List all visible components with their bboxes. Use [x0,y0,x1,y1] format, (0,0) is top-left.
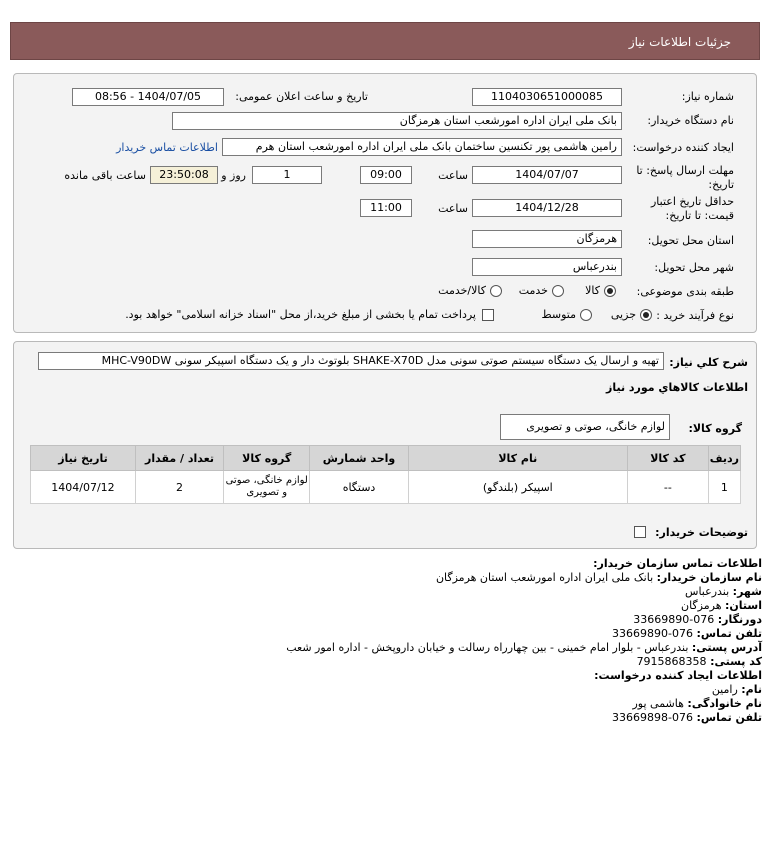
process-label: نوع فرآیند خرید : [656,309,734,322]
need-details-panel [13,341,757,549]
category-goods-service-label: کالا/خدمت [438,284,486,297]
contact-province-label: استان: [725,599,762,612]
city-label: شهر محل تحویل: [654,261,734,274]
contact-province [681,599,762,612]
contact-org-label: نام سازمان خریدار: [656,571,762,584]
col-qty: تعداد / مقدار [135,446,223,471]
validity-time-label: ساعت [438,202,468,215]
creator-name-label: نام: [741,683,762,696]
process-minor-radio[interactable] [640,309,652,321]
validity-label-1: حداقل تاریخ اعتبار [650,195,734,208]
buyer-contact-link[interactable]: اطلاعات تماس خریدار [116,141,218,154]
validity-time-field: 11:00 [360,199,412,217]
creator-phone [612,711,762,724]
deadline-date-field: 1404/07/07 [472,166,622,184]
remaining-time-field: 23:50:08 [150,166,218,184]
goods-table [30,445,741,504]
remaining-label: ساعت باقی مانده [64,169,146,182]
deadline-label-1: مهلت ارسال پاسخ: تا [636,164,734,177]
col-code: کد کالا [627,446,708,471]
contact-phone-value: 076-33669890 [612,627,694,640]
creator-phone-label: تلفن تماس: [696,711,762,724]
category-label: طبقه بندی موضوعی: [636,285,734,298]
contact-city [685,585,762,598]
need-number-label: شماره نیاز: [681,90,734,103]
page-title: جزئیات اطلاعات نیاز [628,35,731,49]
table-header-row [31,446,741,471]
creator-family [632,697,762,710]
need-info-panel [13,73,757,333]
contact-city-value: بندرعباس [685,585,730,598]
category-goods-radio[interactable] [604,285,616,297]
category-goods-service-radio[interactable] [490,285,502,297]
table-row [31,471,741,504]
col-unit: واحد شمارش [310,446,408,471]
city-field: بندرعباس [472,258,622,276]
validity-date-field: 1404/12/28 [472,199,622,217]
creator-family-label: نام خانوادگی: [687,697,762,710]
contact-title: اطلاعات تماس سازمان خریدار: [593,557,762,570]
province-field: هرمزگان [472,230,622,248]
cell-group: لوازم خانگی، صوتی و تصویری [224,471,310,504]
treasury-payment-checkbox[interactable] [482,309,494,321]
cell-date: 1404/07/12 [31,471,136,504]
process-medium-label: متوسط [541,308,576,321]
contact-org [436,571,762,584]
province-label: استان محل تحویل: [647,234,734,247]
need-number-field: 1104030651000085 [472,88,622,106]
contact-postal-label: کد پستی: [710,655,762,668]
deadline-time-field: 09:00 [360,166,412,184]
announce-datetime-field: 1404/07/05 - 08:56 [72,88,224,106]
process-medium-radio[interactable] [580,309,592,321]
remaining-days-field: 1 [252,166,322,184]
contact-postal-value: 7915868358 [636,655,707,668]
cell-name: اسپیکر (بلندگو) [408,471,627,504]
col-row: ردیف [708,446,740,471]
creator-field: رامین هاشمی پور تکنسین ساختمان بانک ملی ایران اداره امورشعب استان هرم [222,138,622,156]
deadline-label-2: تاریخ: [708,178,734,191]
category-service-label: خدمت [518,284,548,297]
announce-label: تاریخ و ساعت اعلان عمومی: [235,90,368,103]
cell-code: -- [627,471,708,504]
cell-unit: دستگاه [310,471,408,504]
buyer-field: بانک ملی ایران اداره امورشعب استان هرمزگان [172,112,622,130]
contact-address-value: بندرعباس - بلوار امام خمینی - بین چهارراه رسالت و خیابان داروپخش - اداره امور شعب [286,641,689,654]
buyer-label: نام دستگاه خریدار: [647,114,734,127]
treasury-payment-note: پرداخت تمام یا بخشی از مبلغ خرید،از محل "اسناد خزانه اسلامی" خواهد بود. [125,308,476,321]
col-name: نام کالا [408,446,627,471]
contact-address [286,641,762,654]
contact-phone-label: تلفن تماس: [696,627,762,640]
page-header [10,22,760,60]
goods-info-title: اطلاعات کالاهاي مورد نياز [606,381,748,394]
buyer-notes-checkbox[interactable] [634,526,646,538]
contact-org-value: بانک ملی ایران اداره امورشعب استان هرمزگان [435,571,654,584]
category-service-radio[interactable] [552,285,564,297]
buyer-notes-label: توضیحات خریدار: [655,526,748,539]
goods-group-field: لوازم خانگی، صوتی و تصویری [500,414,670,440]
category-goods-label: کالا [585,284,600,297]
description-field: تهیه و ارسال یک دستگاه سیستم صوتی سونی مدل SHAKE-X70D بلوتوث دار و یک دستگاه اسپیکر سونی MHC-V90DW [38,352,664,370]
validity-label-2: قیمت: تا تاریخ: [665,209,734,222]
cell-qty: 2 [135,471,223,504]
goods-group-label: گروه کالا: [688,422,742,435]
creator-family-value: هاشمی پور [632,697,684,710]
contact-phone [612,627,762,640]
creator-title: اطلاعات ایجاد کننده درخواست: [594,669,762,682]
days-label: روز و [221,169,246,182]
deadline-time-label: ساعت [438,169,468,182]
creator-name-value: رامین [711,683,738,696]
contact-fax-value: 076-33669890 [633,613,715,626]
contact-postal [637,655,762,668]
cell-row: 1 [708,471,740,504]
contact-province-value: هرمزگان [681,599,722,612]
contact-address-label: آدرس پستی: [691,641,762,654]
contact-fax [633,613,762,626]
creator-label: ایجاد کننده درخواست: [632,141,734,154]
contact-city-label: شهر: [732,585,762,598]
description-label: شرح کلي نياز: [669,356,748,369]
process-minor-label: جزیی [610,308,636,321]
creator-name [712,683,762,696]
col-date: تاریخ نیاز [31,446,136,471]
col-group: گروه کالا [224,446,310,471]
contact-fax-label: دورنگار: [717,613,762,626]
creator-phone-value: 076-33669898 [612,711,694,724]
